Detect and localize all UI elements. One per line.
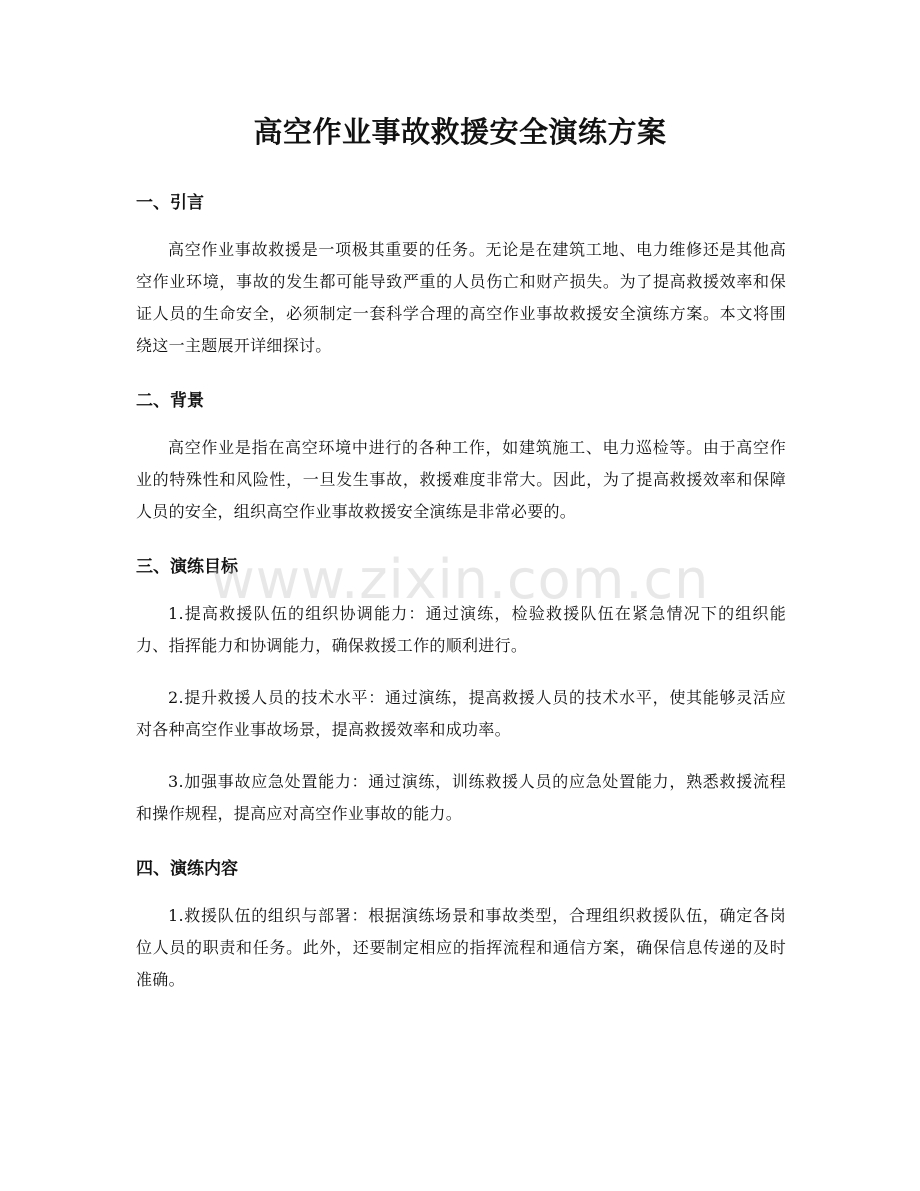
paragraph: 高空作业事故救援是一项极其重要的任务。无论是在建筑工地、电力维修还是其他高空作业环境，事故的发生都可能导致严重的人员伤亡和财产损失。为了提高救援效率和保证人员的生命安全，必须制定一套科学合理的高空作业事故救援安全演练方案。本文将围绕这一主题展开详细探讨。 [136, 240, 786, 355]
section-heading: 三、演练目标 [136, 557, 238, 577]
list-item: 1.救援队伍的组织与部署：根据演练场景和事故类型，合理组织救援队伍，确定各岗位人员的职责和任务。此外，还要制定相应的指挥流程和通信方案，确保信息传递的及时准确。 [136, 906, 786, 989]
section-drill-goals [136, 548, 786, 830]
section-heading: 四、演练内容 [136, 859, 238, 879]
paragraph: 高空作业是指在高空环境中进行的各种工作，如建筑施工、电力巡检等。由于高空作业的特殊性和风险性，一旦发生事故，救援难度非常大。因此，为了提高救援效率和保障人员的安全，组织高空作业事故救援安全演练是非常必要的。 [136, 438, 786, 521]
document-title: 高空作业事故救援安全演练方案 [253, 115, 667, 149]
section-background [136, 382, 786, 528]
list-item: 2.提升救援人员的技术水平：通过演练，提高救援人员的技术水平，使其能够灵活应对各种高空作业事故场景，提高救援效率和成功率。 [136, 688, 786, 739]
list-item: 3.加强事故应急处置能力：通过演练，训练救援人员的应急处置能力，熟悉救援流程和操作规程，提高应对高空作业事故的能力。 [136, 772, 786, 823]
section-heading: 二、背景 [136, 391, 204, 411]
watermark: www.zixin.com.cn [210, 548, 710, 611]
list-item: 1.提高救援队伍的组织协调能力：通过演练，检验救援队伍在紧急情况下的组织能力、指挥能力和协调能力，确保救援工作的顺利进行。 [136, 604, 786, 655]
document-body [136, 184, 786, 1016]
section-introduction [136, 184, 786, 362]
section-heading: 一、引言 [136, 193, 204, 213]
section-drill-content [136, 850, 786, 996]
